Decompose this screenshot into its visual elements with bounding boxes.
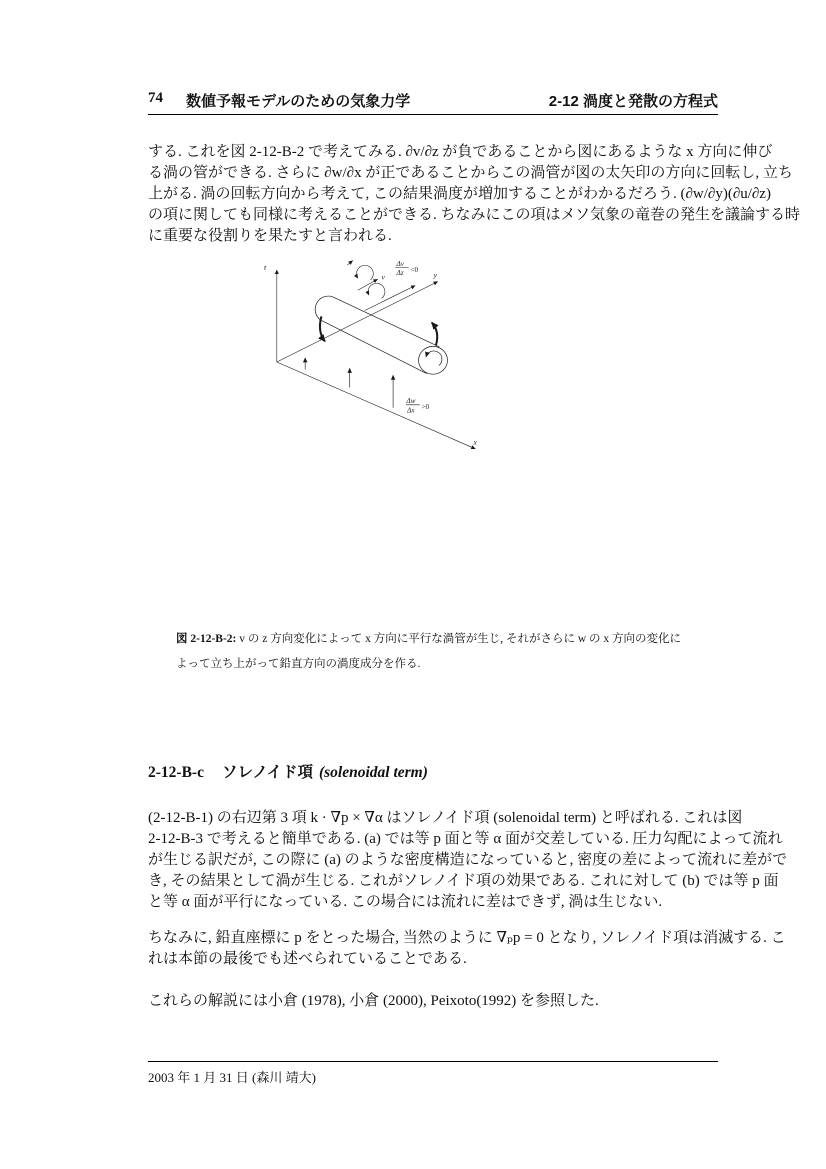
text-line: れは本節の最後でも述べられていることである. <box>148 951 467 967</box>
footer-rule <box>148 1061 718 1062</box>
caption-label: 図 2-12-B-2: <box>176 633 237 645</box>
chapter-title: 2-12 渦度と発散の方程式 <box>548 93 718 110</box>
reference-paragraph <box>148 991 720 1012</box>
rotation-arc-lower <box>368 283 385 298</box>
x-axis-label: x <box>473 437 477 447</box>
text-line: と等 α 面が平行になっている. この場合には流れに差はできず, 渦は生じない. <box>148 894 663 910</box>
caption-line-1 <box>176 627 681 652</box>
rotation-arc-upper <box>357 265 374 280</box>
text-line: これらの解説には小倉 (1978), 小倉 (2000), Peixoto(1992) を参照した. <box>148 993 599 1009</box>
footer-date-author: 2003 年 1 月 31 日 (森川 靖大) <box>148 1070 316 1085</box>
text-line: の項に関しても同様に考えることができる. ちなみにこの項はメソ気象の竜巻の発生を議論する時 <box>148 207 801 223</box>
dv-numerator: Δv <box>396 259 405 268</box>
page-number: 74 <box>148 90 163 106</box>
dw-numerator: Δw <box>406 397 416 406</box>
header-rule <box>148 114 718 115</box>
text-line: き, その結果として渦が生じる. これがソレノイド項の効果である. これに対して (b) では等 p 面 <box>148 873 779 889</box>
caption-line-2: よって立ち上がって鉛直方向の渦度成分を作る. <box>176 658 421 670</box>
section-heading <box>148 760 428 782</box>
tilt-arrow-down <box>320 316 325 341</box>
x-axis <box>277 362 475 449</box>
figure-caption <box>176 627 681 677</box>
text-line: に重要な役割りを果たすと言われる. <box>148 228 392 244</box>
v-arrow-top <box>347 261 352 265</box>
solenoid-paragraph <box>148 808 788 913</box>
y-axis-label: y <box>433 270 437 280</box>
note-paragraph <box>148 928 786 970</box>
intro-paragraph <box>148 142 801 247</box>
text-line: が生じる訳だが, この際に (a) のような密度構造になっていると, 密度の差によって流れに差がで <box>148 852 788 868</box>
dz-denominator: Δz <box>396 269 404 278</box>
section-title-jp: ソレノイド項 <box>221 764 313 781</box>
text-line: 2-12-B-3 で考えると簡単である. (a) では等 p 面と等 α 面が交差している. 圧力勾配によって流れ <box>148 831 783 847</box>
z-axis-label: z <box>263 262 267 272</box>
tube-bottom-edge <box>320 320 426 374</box>
text-line: (2-12-B-1) の右辺第 3 項 k · ∇p × ∇α はソレノイド項 (solenoidal term) と呼ばれる. これは図 <box>148 810 743 826</box>
tube-right-end <box>419 346 448 374</box>
v-label: v <box>381 272 385 282</box>
v-arrow-middle <box>358 279 378 290</box>
y-axis <box>277 282 438 362</box>
dx-denominator: Δx <box>406 406 415 415</box>
greater-than-zero: >0 <box>421 402 430 411</box>
text-line: る渦の管ができる. さらに ∂w/∂x が正であることからこの渦管が図の太矢印の方向に回転し, 立ち <box>148 165 793 181</box>
vortex-tilting-figure <box>250 255 660 605</box>
tube-left-cap <box>315 296 332 320</box>
text-line: ちなみに, 鉛直座標に p をとった場合, 当然のように ∇ₚp = 0 となり, ソレノイド項は消滅する. こ <box>148 930 786 946</box>
section-title-en: (solenoidal term) <box>318 764 428 781</box>
section-number: 2-12-B-c <box>148 764 204 781</box>
caption-text: v の z 方向変化によって x 方向に平行な渦管が生じ, それがさらに w の x 方向の変化に <box>236 633 682 645</box>
text-line: 上がる. 渦の回転方向から考えて, この結果渦度が増加することがわかるだろう. (∂w/∂y)(∂u/∂z) <box>148 186 771 202</box>
book-title: 数値予報モデルのための気象力学 <box>186 93 411 110</box>
tilt-arrow-up <box>432 323 437 346</box>
text-line: する. これを図 2-12-B-2 で考えてみる. ∂v/∂z が負であることから図にあるような x 方向に伸び <box>148 144 773 160</box>
less-than-zero: <0 <box>410 265 419 274</box>
v-arrow-lower <box>365 286 415 311</box>
tube-top-edge <box>332 297 439 347</box>
vortex-tube <box>315 296 447 374</box>
